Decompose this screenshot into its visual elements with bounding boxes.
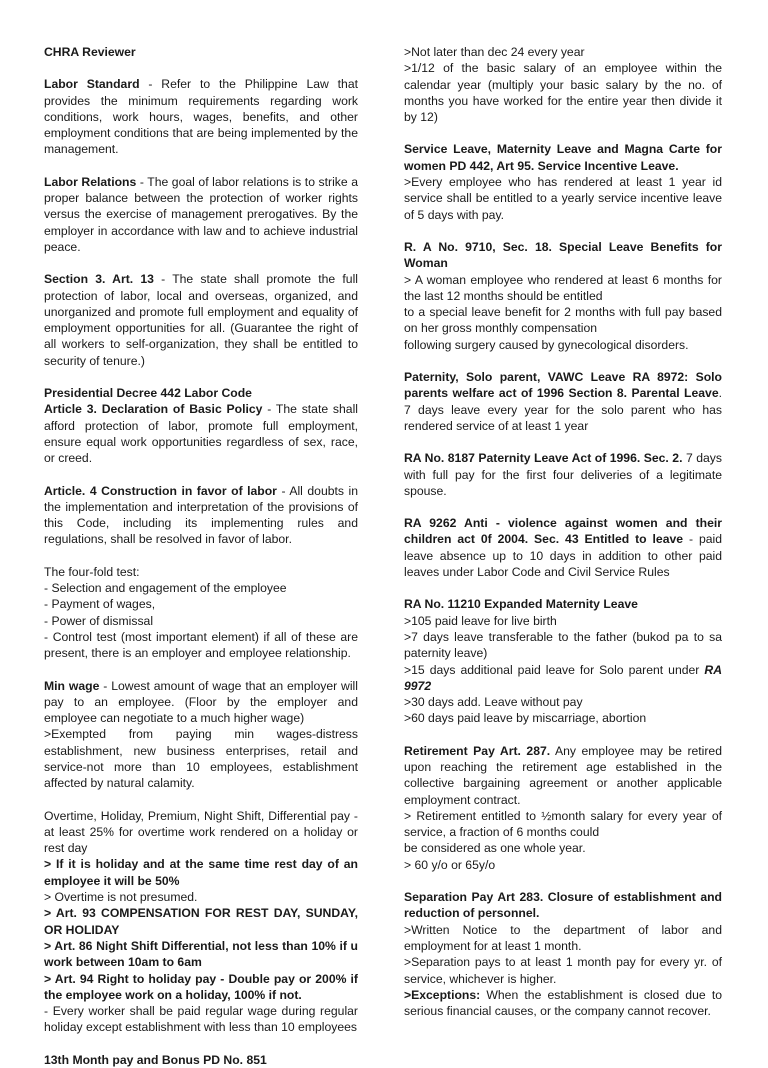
ra8187-term: RA No. 8187 Paternity Leave Act of 1996. Sec. 2. xyxy=(404,451,683,466)
section3-text: - The state shall promote the full protection of labor, local and overseas, organized, and unorganized and promote full employment and equality of employment opportunities for all. (Guarantee the right of all workers to self-organization, they shall be entitled to security of tenure.) xyxy=(44,272,359,368)
min-wage-paragraph xyxy=(44,678,358,727)
one-twelfth-rule: >1/12 of the basic salary of an employee within the calendar year (multiply your basic salary by the no. of months you have worked for the entire year then divide it by 12) xyxy=(404,61,722,125)
fourfold-item: - Payment of wages, xyxy=(44,597,156,612)
ra9262-paragraph xyxy=(404,515,722,580)
dec24-rule: >Not later than dec 24 every year xyxy=(404,45,585,59)
ra9710-line: following surgery caused by gynecological disorders. xyxy=(404,337,689,352)
thirteenth-month-heading: 13th Month pay and Bonus PD No. 851 xyxy=(44,1052,267,1067)
fourfold-item: - Selection and engagement of the employee xyxy=(44,581,287,596)
article3-term: Article 3. Declaration of Basic Policy xyxy=(44,402,263,417)
overtime-not-presumed: > Overtime is not presumed. xyxy=(44,890,198,905)
exceptions-term: >Exceptions: xyxy=(404,987,481,1002)
min-wage-term: Min wage xyxy=(44,678,100,693)
ra11210-solo-parent-line xyxy=(404,662,722,695)
retirement-line: > Retirement entitled to ½month salary for every year of service, a fraction of 6 months could xyxy=(404,808,722,840)
ra11210-line: >30 days add. Leave without pay xyxy=(404,695,583,710)
separation-exceptions xyxy=(404,987,722,1020)
ra9710-line: to a special leave benefit for 2 months with full pay based on her gross monthly compensation xyxy=(404,305,722,336)
ra9972-reference: RA 9972 xyxy=(404,662,722,693)
right-column xyxy=(404,44,722,1019)
paternity-solo-term: Paternity, Solo parent, VAWC Leave RA 8972: Solo parents welfare act of 1996 Section 8. Parental Leave xyxy=(404,370,722,401)
ra8187-text: 7 days with full pay for the first four deliveries of a legitimate spouse. xyxy=(404,451,722,498)
service-leave-text: >Every employee who has rendered at least 1 year id service shall be entitled to a yearly service incentive leave of 5 days with pay. xyxy=(404,175,722,222)
overtime-paragraph: Overtime, Holiday, Premium, Night Shift, Differential pay - at least 25% for overtime work rendered on a holiday or rest day xyxy=(44,808,358,856)
labor-relations-text: - The goal of labor relations is to strike a proper balance between the protection of worker rights versus the exercise of management prerogatives. By the employer in accordance with law and to achieve industrial peace. xyxy=(44,174,358,254)
pd442-heading: Presidential Decree 442 Labor Code xyxy=(44,386,252,401)
fourfold-control-test: - Control test (most important element) if all of these are present, there is an employer and employee relationship. xyxy=(44,629,358,661)
min-wage-text: - Lowest amount of wage that an employer will pay to an employee. (Floor by the employer and employee can negotiate to a much higher wage) xyxy=(44,678,358,726)
art93-rule: > Art. 93 COMPENSATION FOR REST DAY, SUNDAY, OR HOLIDAY xyxy=(44,906,358,937)
document-title: CHRA Reviewer xyxy=(44,45,136,59)
holiday-rest-day-rule: > If it is holiday and at the same time rest day of an employee it will be 50% xyxy=(44,857,358,888)
retirement-text: Any employee may be retired upon reaching the retirement age established in the collective bargaining agreement or another applicable employment contract. xyxy=(404,743,722,807)
min-wage-exemption: >Exempted from paying min wages-distress establishment, new business enterprises, retail and service-not more than 10 employees, establishment affected by natural calamity. xyxy=(44,727,358,791)
section3-paragraph xyxy=(44,271,358,369)
ra11210-heading: RA No. 11210 Expanded Maternity Leave xyxy=(404,597,638,612)
ra9262-term: RA 9262 Anti - violence against women and their children act 0f 2004. Sec. 43 Entitled to leave xyxy=(404,516,722,547)
ra11210-line: >60 days paid leave by miscarriage, abortion xyxy=(404,711,647,726)
separation-pay-heading: Separation Pay Art 283. Closure of establishment and reduction of personnel. xyxy=(404,890,722,921)
ra9262-text: - paid leave absence up to 10 days in addition to other paid leaves under Labor Code and Civil Service Rules xyxy=(404,532,722,580)
ra11210-line: >7 days leave transferable to the father (bukod pa to sa paternity leave) xyxy=(404,629,722,661)
retirement-paragraph xyxy=(404,743,722,808)
retirement-term: Retirement Pay Art. 287. xyxy=(404,743,551,758)
ra11210-solo-parent-text: >15 days additional paid leave for Solo parent under xyxy=(404,662,705,677)
ra11210-line: >105 paid leave for live birth xyxy=(404,613,557,628)
retirement-age-line: > 60 y/o or 65y/o xyxy=(404,857,496,872)
ra8187-paragraph xyxy=(404,450,722,499)
labor-standard-paragraph xyxy=(44,76,358,157)
separation-line: >Separation pays to at least 1 month pay for every yr. of service, whichever is higher. xyxy=(404,955,722,986)
left-column xyxy=(44,44,358,1068)
separation-line: >Written Notice to the department of labor and employment for at least 1 month. xyxy=(404,922,722,953)
fourfold-heading: The four-fold test: xyxy=(44,564,140,579)
paternity-solo-text: . 7 days leave every year for the solo parent who has rendered service of at least 1 year xyxy=(404,386,722,433)
article3-paragraph xyxy=(44,401,358,466)
labor-standard-text: - Refer to the Philippine Law that provides the minimum requirements regarding work conditions, work hours, wages, benefits, and other employment conditions that are being implemented by the management. xyxy=(44,77,358,157)
section3-term: Section 3. Art. 13 xyxy=(44,272,154,287)
labor-standard-term: Labor Standard xyxy=(44,77,140,92)
art94-rule: > Art. 94 Right to holiday pay - Double pay or 200% if the employee work on a holiday, 100% if not. xyxy=(44,971,358,1002)
article3-text: - The state shall afford protection of labor, promote full employment, ensure equal work opportunities regardless of sex, race, or creed. xyxy=(44,402,358,466)
regular-holiday-rule: - Every worker shall be paid regular wage during regular holiday except establishment with less than 10 employees xyxy=(44,1004,358,1035)
retirement-line: be considered as one whole year. xyxy=(404,841,586,856)
ra9710-heading: R. A No. 9710, Sec. 18. Special Leave Benefits for Woman xyxy=(404,239,722,271)
paternity-solo-paragraph xyxy=(404,369,722,434)
article4-text: - All doubts in the implementation and interpretation of the provisions of this Code, including its implementing rules and regulations, shall be resolved in favor of labor. xyxy=(44,483,358,547)
article4-term: Article. 4 Construction in favor of labor xyxy=(44,483,277,498)
article4-paragraph xyxy=(44,483,358,548)
fourfold-item: - Power of dismissal xyxy=(44,613,154,628)
art86-rule: > Art. 86 Night Shift Differential, not less than 10% if u work between 10am to 6am xyxy=(44,938,358,970)
labor-relations-term: Labor Relations xyxy=(44,174,137,189)
labor-relations-paragraph xyxy=(44,174,358,255)
exceptions-text: When the establishment is closed due to serious financial causes, or the company cannot recover. xyxy=(404,987,722,1019)
ra9710-line: > A woman employee who rendered at least 6 months for the last 12 months should be entitled xyxy=(404,272,722,303)
service-leave-heading: Service Leave, Maternity Leave and Magna Carte for women PD 442, Art 95. Service Incentive Leave. xyxy=(404,142,722,173)
